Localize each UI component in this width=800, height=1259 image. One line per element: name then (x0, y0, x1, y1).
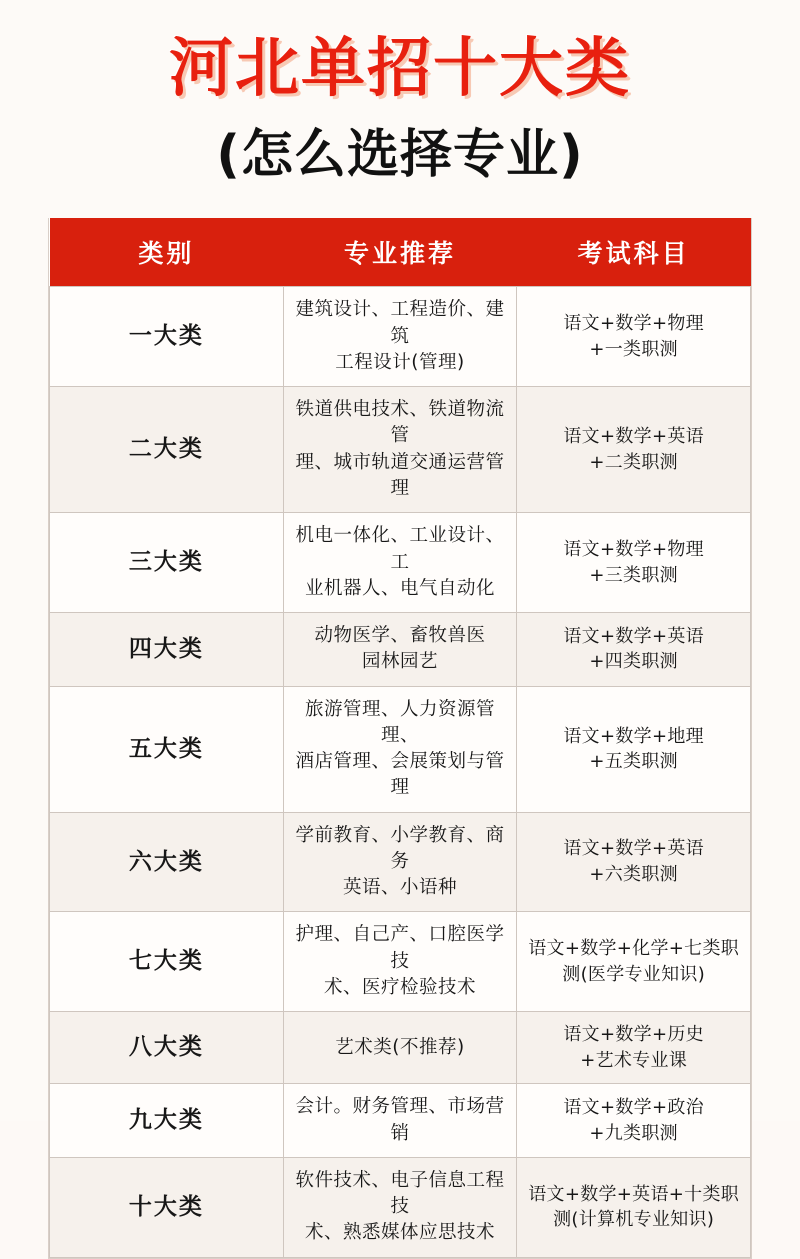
majors-line: 机电一体化、工业设计、工 (295, 525, 505, 573)
exam-line: 语文+数学+英语+十类职 (528, 1183, 740, 1205)
majors-line: 英语、小语种 (342, 877, 457, 899)
exam-line: 语文+数学+物理 (563, 539, 704, 561)
cell-majors (283, 513, 517, 613)
majors-line: 铁道供电技术、铁道物流管 (295, 399, 505, 447)
table-row (50, 387, 751, 513)
cell-exam (517, 912, 751, 1012)
cell-majors (283, 287, 517, 387)
exam-line: 语文+数学+地理 (563, 725, 704, 747)
cell-category: 一大类 (50, 287, 284, 387)
column-header-category: 类别 (50, 218, 284, 287)
exam-line: 测(计算机专业知识) (553, 1209, 715, 1231)
title-block (0, 0, 800, 184)
cell-majors (283, 686, 517, 812)
cell-majors (283, 387, 517, 513)
majors-line: 建筑设计、工程造价、建筑 (295, 299, 505, 347)
table-row (50, 912, 751, 1012)
cell-majors (283, 1157, 517, 1257)
table-row (50, 812, 751, 912)
cell-category: 五大类 (50, 686, 284, 812)
page-title: 河北单招十大类 (169, 32, 631, 106)
cell-exam (517, 1012, 751, 1084)
table-row (50, 287, 751, 387)
majors-line: 酒店管理、会展策划与管理 (295, 751, 505, 799)
category-table-container (48, 218, 752, 1258)
exam-line: 语文+数学+英语 (563, 838, 704, 860)
cell-category: 十大类 (50, 1157, 284, 1257)
cell-exam (517, 1157, 751, 1257)
majors-line: 术、医疗检验技术 (323, 976, 476, 998)
exam-line: +四类职测 (589, 651, 678, 673)
cell-category: 四大类 (50, 613, 284, 687)
cell-category: 九大类 (50, 1084, 284, 1158)
exam-line: 语文+数学+英语 (563, 426, 704, 448)
table-row (50, 1157, 751, 1257)
exam-line: +艺术专业课 (580, 1049, 688, 1071)
exam-line: +一类职测 (589, 338, 678, 360)
cell-category: 八大类 (50, 1012, 284, 1084)
table-header-row (50, 218, 751, 287)
table-row (50, 513, 751, 613)
exam-line: +二类职测 (589, 451, 678, 473)
cell-category: 六大类 (50, 812, 284, 912)
table-row (50, 686, 751, 812)
cell-exam (517, 812, 751, 912)
cell-exam (517, 287, 751, 387)
majors-line: 术、熟悉媒体应思技术 (304, 1222, 495, 1244)
majors-line: 旅游管理、人力资源管理、 (304, 698, 495, 746)
cell-category: 三大类 (50, 513, 284, 613)
table-header (50, 218, 751, 287)
exam-line: 语文+数学+历史 (563, 1024, 704, 1046)
exam-line: 语文+数学+物理 (563, 313, 704, 335)
exam-line: +九类职测 (589, 1122, 678, 1144)
cell-exam (517, 613, 751, 687)
column-header-exam: 考试科目 (517, 218, 751, 287)
exam-line: 语文+数学+英语 (563, 625, 704, 647)
majors-line: 艺术类(不推荐) (335, 1036, 465, 1058)
majors-line: 园林园艺 (361, 651, 438, 673)
majors-line: 业机器人、电气自动化 (304, 577, 495, 599)
exam-line: 语文+数学+政治 (563, 1097, 704, 1119)
majors-line: 会计。财务管理、市场营销 (295, 1096, 505, 1144)
cell-majors (283, 812, 517, 912)
cell-majors (283, 912, 517, 1012)
exam-line: +六类职测 (589, 864, 678, 886)
cell-category: 二大类 (50, 387, 284, 513)
cell-majors (283, 1012, 517, 1084)
category-table (49, 218, 751, 1257)
cell-exam (517, 686, 751, 812)
majors-line: 软件技术、电子信息工程技 (295, 1169, 505, 1218)
majors-line: 工程设计(管理) (335, 351, 465, 373)
cell-majors (283, 613, 517, 687)
table-body (50, 287, 751, 1257)
column-header-majors: 专业推荐 (283, 218, 517, 287)
exam-line: +三类职测 (589, 564, 678, 586)
majors-line: 护理、自己产、口腔医学技 (295, 924, 505, 972)
cell-category: 七大类 (50, 912, 284, 1012)
majors-line: 动物医学、畜牧兽医 (314, 625, 486, 647)
majors-line: 理、城市轨道交通运营管理 (295, 451, 505, 499)
table-row (50, 1012, 751, 1084)
page-subtitle: (怎么选择专业) (216, 125, 584, 186)
exam-line: 测(医学专业知识) (562, 963, 706, 985)
cell-exam (517, 387, 751, 513)
exam-line: 语文+数学+化学+七类职 (528, 938, 740, 960)
exam-line: +五类职测 (589, 751, 678, 773)
majors-line: 学前教育、小学教育、商务 (295, 824, 505, 872)
cell-exam (517, 513, 751, 613)
table-row (50, 613, 751, 687)
